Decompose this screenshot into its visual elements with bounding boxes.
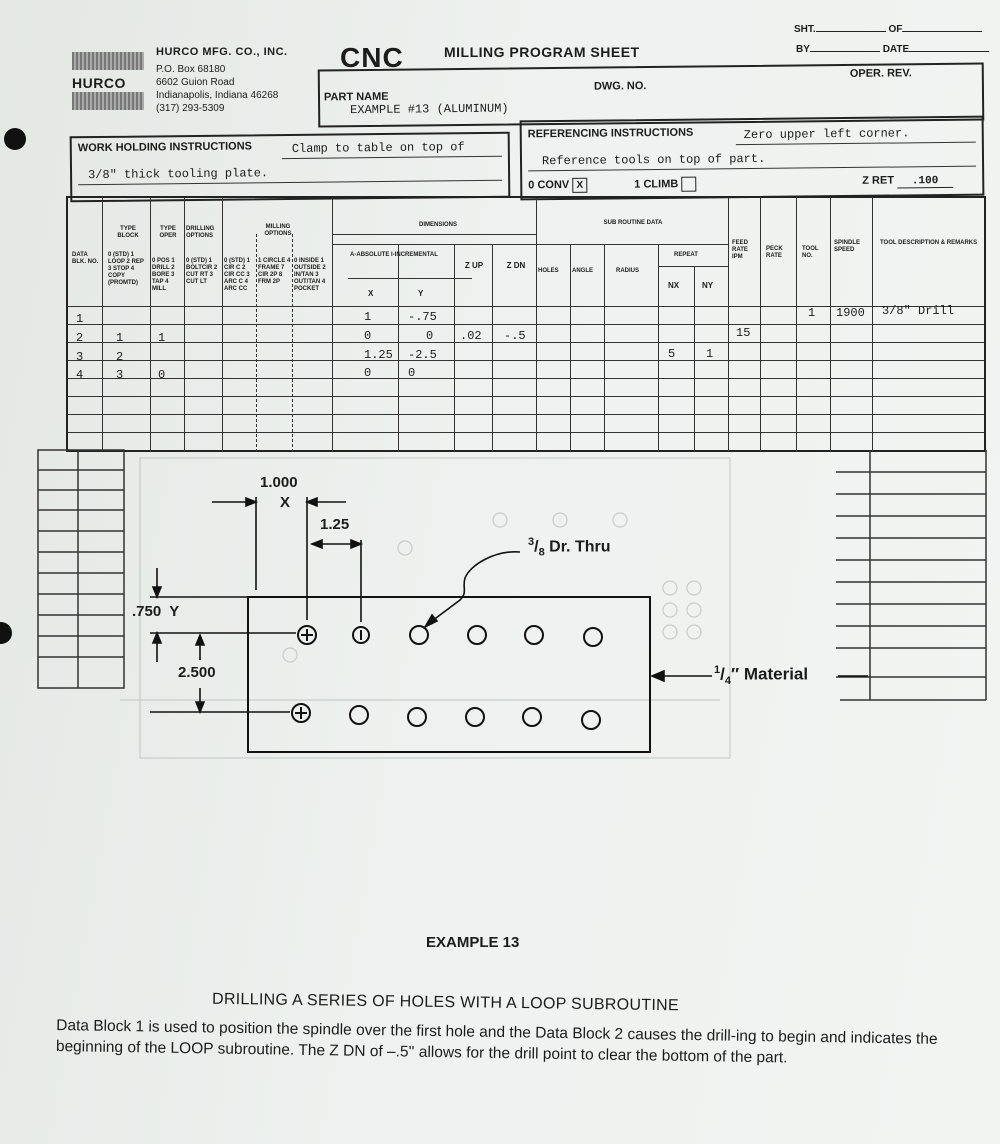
row1-tool: 1	[808, 306, 816, 320]
row4-x: 0	[364, 366, 372, 380]
material-label: $^1/_4''$ Material	[714, 664, 809, 688]
header-type-oper: TYPE OPER	[159, 226, 177, 239]
referencing-box: REFERENCING INSTRUCTIONS Zero upper left corner. Reference tools on top of part. 0 CONV X 1 CLIMB Z RET .100	[520, 116, 985, 201]
conv-option: 0 CONV X	[528, 178, 587, 194]
row2-blk: 2	[76, 331, 84, 345]
referencing-line-1: Zero upper left corner.	[743, 126, 910, 143]
z-ret-field: Z RET .100	[862, 174, 953, 189]
row1-y: -.75	[408, 310, 437, 324]
dim-x-label: X	[280, 494, 291, 511]
hole	[410, 626, 428, 644]
row4-type-block: 3	[116, 368, 124, 382]
drill-note: $^3/_8$ Dr. Thru	[528, 536, 611, 559]
referencing-line-2: Reference tools on top of part.	[541, 151, 766, 169]
hole	[408, 708, 426, 726]
sht-field: SHT. OF	[794, 24, 982, 35]
row4-y: 0	[408, 366, 416, 380]
row1-x: 1	[364, 310, 372, 324]
part-name-value: EXAMPLE #13 (ALUMINUM)	[350, 101, 509, 118]
dim-pitch: 1.25	[320, 516, 350, 533]
work-holding-line-2: 3/8" thick tooling plate.	[88, 166, 269, 183]
hole	[523, 708, 541, 726]
row2-x: 0	[364, 329, 372, 343]
header-peck-rate: PECK RATE	[766, 246, 783, 259]
dim-750-y: .750 Y	[132, 603, 180, 620]
header-tool-description: TOOL DESCRIPTION & REMARKS	[880, 240, 978, 246]
hole	[468, 626, 486, 644]
header-tool-no: TOOL NO.	[802, 246, 819, 259]
row2-feed: 15	[736, 326, 751, 340]
company-name: HURCO MFG. CO., INC.	[156, 46, 288, 58]
hole	[466, 708, 484, 726]
header-dimensions: DIMENSIONS	[418, 222, 457, 228]
header-feed-rate: FEED RATE IPM	[732, 240, 749, 260]
row2-y: 0	[426, 329, 434, 343]
row4-type-oper: 0	[158, 368, 166, 382]
program-data-table: DATA BLK. NO. TYPE BLOCK 0 (STD) 1 LOOP 2 REP 3 STOP 4 COPY (PROMTD) TYPE OPER 0 POS 1 DRILL 2 BORE 3 TAP 4 MILL DRILLING OPTIONS 0 (STD) 1 BOLTCIR 2 CUT RT 3 CUT LT MILLING OPTIONS 0 (STD) 1 CIR C 2 CIR CC 3 ARC C 4 ARC CC 1 CIRCLE 4 FRAME 7 CIR 2P 8 FRM 2P 0 INSIDE 1 OUTSIDE 2 IN/TAN 3 OUT/TAN 4 POCKET DIMENSIONS A-ABSOLUTE I-INCREMENTAL X Y Z UP Z DN SUB ROUTINE DATA HOLES ANGLE RADIUS REPEAT NX NY FEED RATE IPM PECK RATE TOOL NO. SPINDLE SPEED TOOL DESCRIPTION & REMARKS 1 1 -.75 1 1900 3/8" Drill 2 1 1 0 0 .02 -.5 15 3 2 1.25 -2.5 5 1 4 3 0 0 0	[66, 196, 986, 452]
climb-option: 1 CLIMB	[634, 177, 696, 193]
company-address: HURCO MFG. CO., INC. P.O. Box 68180 6602 Guion Road Indianapolis, Indiana 46268 (317) 293-5309	[156, 46, 288, 114]
header-milling-options: MILLING OPTIONS	[264, 224, 292, 237]
by-date-field: BY DATE	[796, 44, 989, 55]
row4-blk: 4	[76, 368, 84, 382]
row2-z-dn: -.5	[504, 329, 526, 343]
sheet-title: MILLING PROGRAM SHEET	[444, 44, 640, 60]
row2-z-up: .02	[460, 329, 482, 343]
work-holding-line-1: Clamp to table on top of	[291, 140, 465, 156]
header-spindle-speed: SPINDLE SPEED	[834, 240, 861, 253]
hole	[350, 706, 368, 724]
row3-nx: 5	[668, 347, 676, 361]
conv-checkbox: X	[572, 178, 587, 193]
header-subroutine: SUB ROUTINE DATA	[603, 220, 663, 226]
example-title: EXAMPLE 13	[426, 934, 520, 951]
dim-1000: 1.000	[260, 474, 298, 491]
header-data-blk: DATA BLK. NO.	[72, 252, 99, 265]
cnc-title: CNC	[340, 42, 404, 73]
hole	[582, 711, 600, 729]
hole	[584, 628, 602, 646]
row3-y: -2.5	[408, 348, 437, 362]
hurco-logo: HURCO	[72, 52, 144, 114]
row2-type-block: 1	[116, 331, 124, 345]
row1-blk: 1	[76, 312, 84, 326]
row2-type-oper: 1	[158, 331, 166, 345]
part-name-box: PART NAME EXAMPLE #13 (ALUMINUM) DWG. NO. OPER. REV.	[318, 63, 985, 128]
header-type-block: TYPE BLOCK	[117, 226, 139, 239]
row1-desc: 3/8" Drill	[882, 304, 955, 318]
row3-blk: 3	[76, 350, 84, 364]
hole	[525, 626, 543, 644]
row3-type-block: 2	[116, 350, 124, 364]
header-drilling-options: DRILLING OPTIONS	[186, 226, 215, 239]
explanation-paragraph: Data Block 1 is used to position the spindle over the first hole and the Data Block 2 causes the drill-ing to begin and indicates the beginning of the LOOP subroutine. The Z DN of –.5'' allows for the drill point to clear the bottom of the part.	[55, 1017, 938, 1067]
dim-2500: 2.500	[178, 664, 216, 681]
example-subtitle: DRILLING A SERIES OF HOLES WITH A LOOP SUBROUTINE	[211, 990, 680, 1015]
row3-ny: 1	[706, 347, 714, 361]
row3-x: 1.25	[364, 348, 393, 362]
work-holding-box: WORK HOLDING INSTRUCTIONS Clamp to table on top of 3/8" thick tooling plate.	[70, 132, 511, 203]
row1-spindle: 1900	[836, 306, 865, 320]
